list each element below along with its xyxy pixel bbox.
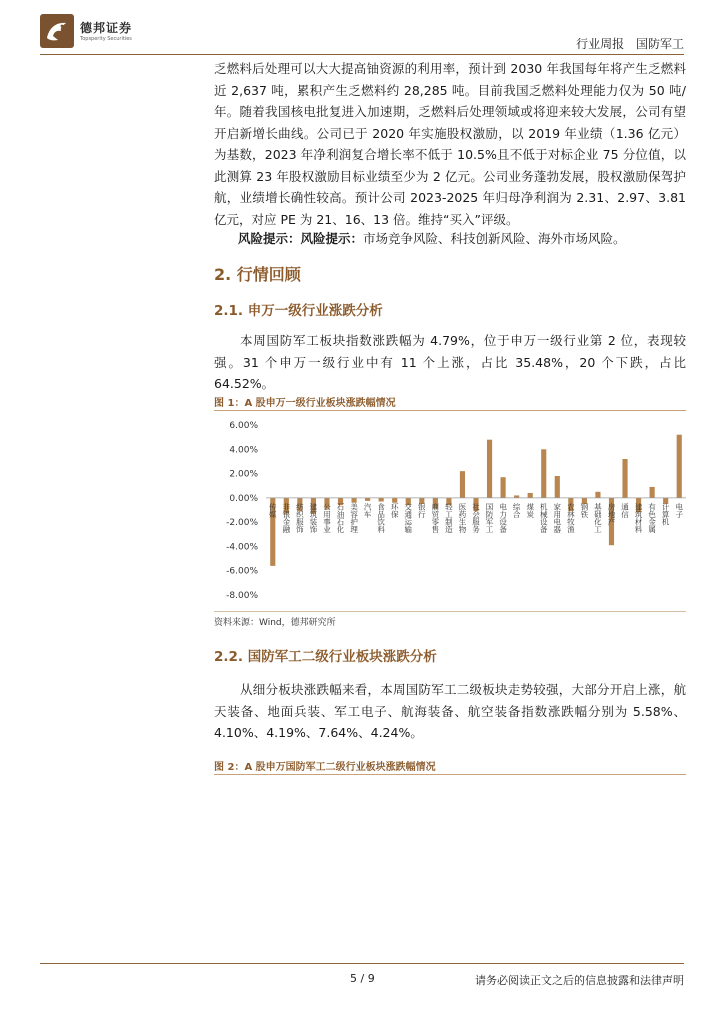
category-label: 纺织服饰 [295,502,305,533]
y-tick-label: -4.00% [226,542,258,553]
risk-label: 风险提示：风险提示： [238,231,364,246]
category-label: 有色金属 [647,502,657,533]
footer-divider [40,963,684,964]
category-label: 家用电器 [552,502,562,533]
category-label: 轻工制造 [444,502,454,533]
category-label: 房地产 [606,502,616,526]
y-tick-label: -8.00% [226,591,258,601]
figure-2-caption: 图 2：A 股申万国防军工二级行业板块涨跌幅情况 [214,762,436,773]
bar [650,487,655,498]
risk-warning [238,228,686,250]
category-label: 交通运输 [403,502,413,533]
bar [541,449,546,498]
figure-1-source: 资料来源：Wind，德邦研究所 [214,618,336,628]
bar [487,440,492,498]
bar [379,498,384,502]
y-axis [226,421,258,601]
header-divider [40,54,684,55]
footer-disclaimer: 请务必阅读正文之后的信息披露和法律声明 [475,974,684,987]
category-labels [268,501,684,534]
y-tick-label: 4.00% [229,445,258,456]
category-label: 银行 [417,502,427,518]
company-logo [40,14,150,48]
dragon-logo-icon [40,14,74,48]
bar [365,498,370,501]
y-tick-label: -2.00% [226,518,258,529]
bar [595,492,600,498]
category-label: 基础化工 [593,502,603,533]
bar [460,471,465,498]
category-label: 国防军工 [485,502,495,533]
figure-1-caption: 图 1：A 股申万一级行业板块涨跌幅情况 [214,398,396,409]
category-label: 电子 [674,502,684,518]
y-tick-label: 2.00% [229,469,258,480]
company-analysis-paragraph: 乏燃料后处理可以大大提高铀资源的利用率，预计到 2030 年我国每年将产生乏燃料近 2,637 吨，累积产生乏燃料约 28,285 吨。目前我国乏燃料处理能力仅为 50 吨/年。随着我国核电批复进入加速期，乏燃料后处理领域或将迎来较大发展，公司有望开启新增长曲线。公司已于 2020 年实施股权激励，以 2019 年业绩（1.36 亿元）为基数，2023 年净利润复合增长率不低于 10.5%且不低于对标企业 75 分位值，以此测算 23 年股权激励目标业绩至少为 2 亿元。公司业务蓬勃发展，股权激励保驾护航，业绩增长确性较高。预计公司 2023-2025 年归母净利润为 2.31、2.97、3.81 亿元，对应 PE 为 21、16、13 倍。维持“买入”评级。 [214,61,686,227]
category-label: 钢铁 [579,502,589,518]
figure-1-bottom-rule [214,611,686,612]
category-label: 综合 [512,502,522,518]
bar-series [270,435,682,566]
category-label: 环保 [390,502,400,518]
logo-subtitle: Topsperity Securities [80,36,132,42]
bar [677,435,682,498]
category-label: 石油石化 [336,502,346,533]
category-label: 商贸零售 [430,502,440,533]
category-label: 汽车 [363,502,373,518]
category-label: 美容护理 [349,502,359,533]
risk-text: 市场竞争风险、科技创新风险、海外市场风险。 [363,231,626,246]
bar [555,476,560,498]
bar [622,459,627,498]
category-label: 传媒 [268,502,278,518]
y-tick-label: 0.00% [229,493,258,504]
category-label: 煤炭 [525,502,535,518]
figure-2-top-rule [214,774,686,775]
figure-1-top-rule [214,410,686,411]
y-tick-label: 6.00% [229,421,258,431]
section-2-1-title: 2.1. 申万一级行业涨跌分析 [214,303,383,319]
category-label: 公用事业 [322,502,332,533]
bar [501,477,506,498]
category-label: 计算机 [661,502,671,526]
sw-industry-bar-chart [214,416,686,614]
category-label: 社会服务 [471,502,481,533]
defense-level2-paragraph: 从细分板块涨跌幅来看，本周国防军工二级板块走势较强，大部分开启上涨，航天装备、地面兵装、军工电子、航海装备、航空装备指数涨跌幅分别为 5.58%、4.10%、4.19%、7.64%、4.24%。 [214,682,686,740]
category-label: 通信 [620,502,630,518]
category-label: 电力设备 [498,502,508,533]
category-label: 医药生物 [457,502,467,533]
section-2-title: 2. 行情回顾 [214,265,301,284]
category-label: 食品饮料 [376,502,386,533]
category-label: 非银金融 [281,502,291,533]
category-label: 机械设备 [539,502,549,533]
category-label: 建筑材料 [634,502,644,533]
sector-name: 国防军工 [635,37,684,51]
category-label: 建筑装饰 [308,502,318,533]
y-tick-label: -6.00% [226,566,258,577]
sw-level1-paragraph: 本周国防军工板块指数涨跌幅为 4.79%，位于申万一级行业第 2 位，表现较强。31 个申万一级行业中有 11 个上涨，占比 35.48%，20 个下跌，占比 64.52%。 [214,333,686,391]
page-number: 5 / 9 [350,972,375,985]
section-2-2-title: 2.2. 国防军工二级行业板块涨跌分析 [214,649,437,665]
report-type: 行业周报 [576,37,625,51]
bar [528,493,533,498]
logo-name: 德邦证券 [80,21,133,35]
category-label: 农林牧渔 [566,502,576,533]
header-tags [576,35,684,52]
